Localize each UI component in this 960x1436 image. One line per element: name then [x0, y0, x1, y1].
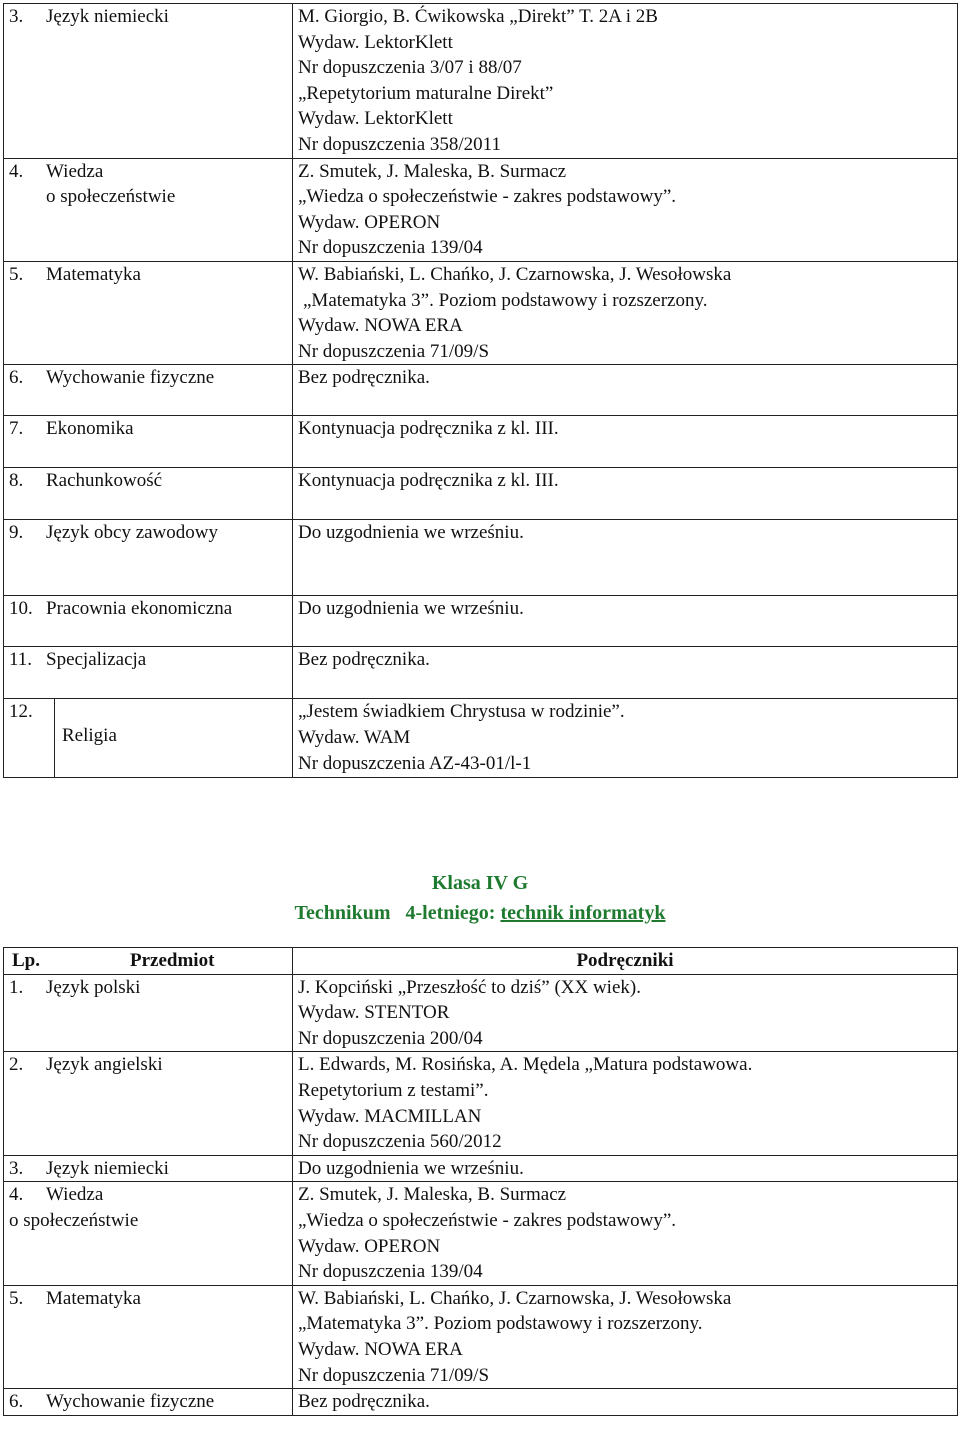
subject-cell — [4, 261, 293, 364]
textbook-cell — [293, 647, 958, 699]
table-header-row — [4, 948, 958, 975]
textbook-line: Wydaw. NOWA ERA — [298, 315, 463, 337]
textbook-line: W. Babiański, L. Chańko, J. Czarnowska, J. Wesołowska — [298, 1287, 732, 1309]
table-row — [4, 1052, 958, 1155]
subject-name: Język angielski — [46, 1054, 163, 1076]
textbook-cell — [293, 520, 958, 596]
textbook-cell — [293, 974, 958, 1052]
table-row — [4, 974, 958, 1052]
subject-name: Język niemiecki — [46, 6, 169, 27]
textbook-line: „Wiedza o społeczeństwie - zakres podstawowy”. — [298, 1209, 677, 1231]
table-row — [4, 468, 958, 520]
header-cell — [293, 948, 958, 975]
subject-name: Matematyka — [46, 1287, 141, 1309]
school-heading — [0, 898, 960, 928]
subject-name: Ekonomika — [46, 418, 134, 440]
row-number: 3. — [9, 1157, 24, 1179]
textbook-line: „Matematyka 3”. Poziom podstawowy i rozszerzony. — [298, 1313, 703, 1335]
textbook-line: Nr dopuszczenia 358/2011 — [298, 133, 501, 155]
textbook-line: Wydaw. LektorKlett — [298, 108, 453, 130]
textbook-line: „Jestem świadkiem Chrystusa w rodzinie”. — [298, 701, 625, 723]
textbook-line: „Matematyka 3”. Poziom podstawowy i rozszerzony. — [303, 289, 708, 311]
textbook-table-class-ivg — [3, 947, 958, 1416]
textbook-cell — [293, 416, 958, 468]
textbook-cell — [293, 468, 958, 520]
subject-cell — [4, 468, 293, 520]
profession-link: technik informatyk — [500, 902, 666, 924]
header-cell — [4, 948, 293, 975]
row-number: 6. — [9, 367, 24, 389]
textbook-cell — [293, 699, 958, 778]
textbook-line: Nr dopuszczenia 139/04 — [298, 1261, 483, 1283]
subject-cell — [4, 416, 293, 468]
table-row — [4, 1182, 958, 1285]
textbook-line: Kontynuacja podręcznika z kl. III. — [298, 418, 559, 440]
row-number: 4. — [9, 1184, 24, 1206]
textbook-line: Do uzgodnienia we wrześniu. — [298, 522, 524, 544]
subject-name: Język obcy zawodowy — [46, 522, 219, 544]
textbook-table-previous — [3, 3, 958, 778]
textbook-line: Z. Smutek, J. Maleska, B. Surmacz — [298, 160, 567, 182]
table-row — [4, 647, 958, 699]
textbook-line: Nr dopuszczenia 560/2012 — [298, 1131, 502, 1153]
header-books: Podręczniki — [576, 950, 674, 971]
textbook-line: Bez podręcznika. — [298, 649, 430, 671]
textbook-cell — [293, 1285, 958, 1388]
subject-cell — [4, 520, 293, 596]
table-row — [4, 520, 958, 596]
subject-name: Język polski — [46, 976, 141, 998]
textbook-line: Wydaw. LektorKlett — [298, 31, 453, 53]
textbook-line: L. Edwards, M. Rosińska, A. Mędela „Matura podstawowa. — [298, 1054, 753, 1076]
textbook-line: Wydaw. WAM — [298, 726, 411, 748]
subject-name-cont: o społeczeństwie — [46, 186, 176, 208]
header-subject: Przedmiot — [130, 950, 215, 971]
subject-name: Religia — [62, 724, 117, 746]
table-row — [4, 416, 958, 468]
table-row — [4, 699, 958, 778]
subject-name: Wychowanie fizyczne — [46, 367, 215, 389]
header-lp: Lp. — [12, 950, 40, 971]
subject-cell — [4, 1389, 293, 1416]
textbook-line: Wydaw. OPERON — [298, 1235, 441, 1257]
subject-cell — [4, 158, 293, 261]
textbook-cell — [293, 4, 958, 159]
subject-cell — [4, 1052, 293, 1155]
row-number: 11. — [9, 649, 33, 671]
textbook-line: Nr dopuszczenia 3/07 i 88/07 — [298, 57, 522, 79]
row-number: 10. — [9, 598, 33, 620]
subject-cell — [4, 974, 293, 1052]
subject-name-cont: o społeczeństwie — [9, 1209, 139, 1231]
table-row — [4, 261, 958, 364]
textbook-line: Repetytorium z testami”. — [298, 1079, 489, 1101]
subject-cell — [4, 365, 293, 416]
textbook-line: „Wiedza o społeczeństwie - zakres podstawowy”. — [298, 186, 677, 208]
table-row — [4, 4, 958, 159]
subject-cell — [4, 699, 293, 778]
subject-cell — [4, 1285, 293, 1388]
table-row — [4, 1389, 958, 1416]
textbook-cell — [293, 1052, 958, 1155]
textbook-line: Wydaw. OPERON — [298, 211, 441, 233]
subject-name: Rachunkowość — [46, 470, 163, 492]
textbook-line: Bez podręcznika. — [298, 367, 430, 389]
subject-cell — [4, 1182, 293, 1285]
row-number: 12. — [4, 699, 55, 777]
textbook-cell — [293, 1389, 958, 1416]
row-number: 6. — [9, 1391, 24, 1413]
row-number: 5. — [9, 263, 24, 285]
table-row — [4, 1155, 958, 1182]
row-number: 3. — [9, 6, 24, 27]
textbook-cell — [293, 596, 958, 647]
textbook-line: Nr dopuszczenia 71/09/S — [298, 340, 490, 362]
textbook-line: Bez podręcznika. — [298, 1391, 430, 1413]
textbook-cell — [293, 1155, 958, 1182]
textbook-line: Wydaw. NOWA ERA — [298, 1338, 463, 1360]
subject-name: Wychowanie fizyczne — [46, 1391, 215, 1413]
textbook-line: Nr dopuszczenia AZ-43-01/l-1 — [298, 752, 532, 774]
textbook-line: Nr dopuszczenia 200/04 — [298, 1027, 483, 1049]
subject-cell — [4, 1155, 293, 1182]
subject-name: Wiedza — [46, 1184, 104, 1206]
subject-name: Specjalizacja — [46, 649, 147, 671]
textbook-line: Wydaw. STENTOR — [298, 1002, 450, 1024]
textbook-cell — [293, 365, 958, 416]
subject-cell — [4, 596, 293, 647]
textbook-cell — [293, 1182, 958, 1285]
school-type: Technikum 4-letniego: — [294, 902, 501, 924]
textbook-line: Do uzgodnienia we wrześniu. — [298, 1157, 524, 1179]
row-number: 9. — [9, 522, 24, 544]
table-row — [4, 1285, 958, 1388]
textbook-line: Nr dopuszczenia 71/09/S — [298, 1364, 490, 1386]
subject-cell — [4, 4, 293, 159]
row-number: 8. — [9, 470, 24, 492]
row-number: 7. — [9, 418, 24, 440]
subject-name: Wiedza — [46, 160, 104, 182]
table-row — [4, 365, 958, 416]
table-row — [4, 596, 958, 647]
row-number: 4. — [9, 160, 24, 182]
textbook-cell — [293, 158, 958, 261]
textbook-line: Kontynuacja podręcznika z kl. III. — [298, 470, 559, 492]
row-number: 1. — [9, 976, 24, 998]
textbook-line: J. Kopciński „Przeszłość to dziś” (XX wiek). — [298, 976, 641, 998]
textbook-line: „Repetytorium maturalne Direkt” — [298, 82, 554, 104]
subject-name: Język niemiecki — [46, 1157, 169, 1179]
textbook-line: M. Giorgio, B. Ćwikowska „Direkt” T. 2A i 2B — [298, 6, 658, 27]
textbook-line: W. Babiański, L. Chańko, J. Czarnowska, J. Wesołowska — [298, 263, 732, 285]
textbook-line: Z. Smutek, J. Maleska, B. Surmacz — [298, 1184, 567, 1206]
subject-cell — [4, 647, 293, 699]
subject-name: Matematyka — [46, 263, 141, 285]
textbook-line: Wydaw. MACMILLAN — [298, 1105, 482, 1127]
textbook-cell — [293, 261, 958, 364]
textbook-line: Nr dopuszczenia 139/04 — [298, 237, 483, 259]
table-row — [4, 158, 958, 261]
class-heading: Klasa IV G — [431, 872, 529, 894]
subject-name: Pracownia ekonomiczna — [46, 598, 233, 620]
row-number: 2. — [9, 1054, 24, 1076]
textbook-line: Do uzgodnienia we wrześniu. — [298, 598, 524, 620]
row-number: 5. — [9, 1287, 24, 1309]
